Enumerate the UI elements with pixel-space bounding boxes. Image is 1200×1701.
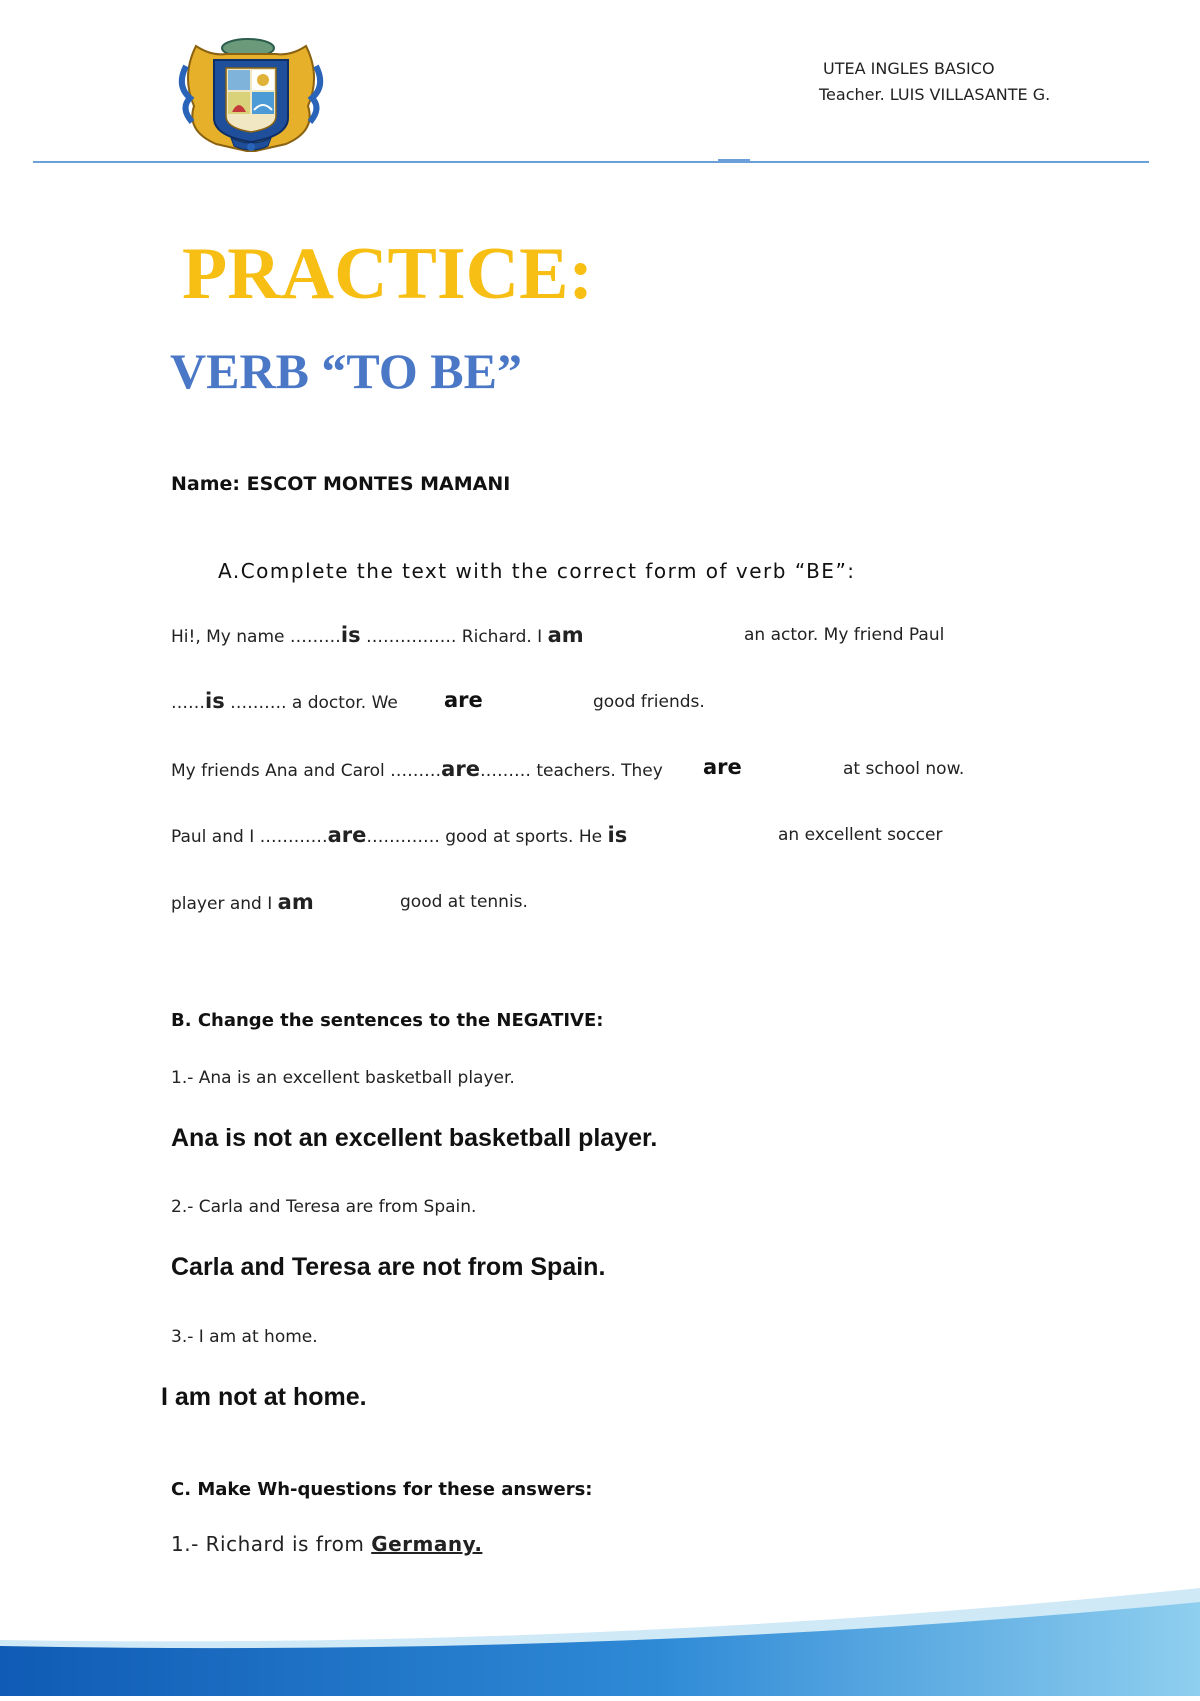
section-a-instruction [218, 559, 856, 583]
line-text: Paul and I ………… [171, 827, 328, 847]
footer-wave-decoration [0, 1580, 1200, 1696]
exercise-a-line-2 [171, 689, 398, 713]
line-text: …………. good at sports. He [366, 827, 608, 847]
section-b-prompt-3: 3.- I am at home. [171, 1327, 318, 1347]
section-b-answer-3: I am not at home. [161, 1383, 367, 1411]
exercise-a-line-2-end: good friends. [593, 692, 705, 712]
answer-word: are [444, 688, 483, 712]
answer-word: are [327, 823, 367, 847]
section-b-answer-2: Carla and Teresa are not from Spain. [171, 1253, 606, 1281]
course-name: UTEA INGLES BASICO [823, 59, 995, 78]
page-subtitle: VERB “TO BE” [170, 343, 522, 399]
exercise-a-line-5-end: good at tennis. [400, 892, 528, 912]
page-title: PRACTICE: [182, 233, 594, 315]
line-text: …… [171, 693, 205, 713]
exercise-a-line-3-end: at school now. [843, 759, 965, 779]
answer-word: are [703, 755, 742, 779]
student-name: Name: ESCOT MONTES MAMANI [171, 473, 511, 495]
section-a-text: Complete the text with the correct form of verb “BE”: [240, 559, 856, 583]
section-b-prompt-2: 2.- Carla and Teresa are from Spain. [171, 1197, 477, 1217]
university-crest-logo [176, 36, 326, 152]
line-text: ……… teachers. They [479, 761, 663, 781]
section-a-label: A. [218, 559, 241, 583]
exercise-a-line-1 [171, 623, 584, 647]
answer-word: is [205, 689, 225, 713]
header-divider [33, 161, 1149, 163]
answer-word: is [340, 623, 361, 647]
section-b-answer-1: Ana is not an excellent basketball player. [171, 1124, 658, 1152]
exercise-a-line-5 [171, 890, 314, 914]
line-text: Hi!, My name ……… [171, 627, 341, 647]
header-info [819, 56, 1050, 108]
section-b-prompt-1: 1.- Ana is an excellent basketball player. [171, 1068, 515, 1088]
exercise-a-line-4-end: an excellent soccer [778, 825, 943, 845]
line-text: ………. a doctor. We [224, 693, 398, 713]
section-c-item-1 [171, 1532, 482, 1556]
line-text: player and I [171, 894, 278, 914]
line-text: My friends Ana and Carol ……… [171, 761, 442, 781]
teacher-name: Teacher. LUIS VILLASANTE G. [819, 85, 1051, 104]
answer-word: is [607, 823, 628, 847]
answer-word: are [441, 757, 480, 781]
line-text: ……………. Richard. I [360, 627, 548, 647]
underlined-answer: Germany. [371, 1532, 483, 1556]
answer-word: am [277, 890, 314, 914]
exercise-a-line-3 [171, 757, 663, 781]
header-divider-accent [718, 159, 750, 162]
section-b-title: B. Change the sentences to the NEGATIVE: [171, 1010, 604, 1031]
exercise-a-line-4 [171, 823, 627, 847]
exercise-a-line-1-end: an actor. My friend Paul [744, 625, 945, 645]
section-c-title: C. Make Wh-questions for these answers: [171, 1479, 593, 1500]
answer-word: am [547, 623, 584, 647]
section-c-item-1-text: 1.- Richard is from [171, 1532, 372, 1556]
